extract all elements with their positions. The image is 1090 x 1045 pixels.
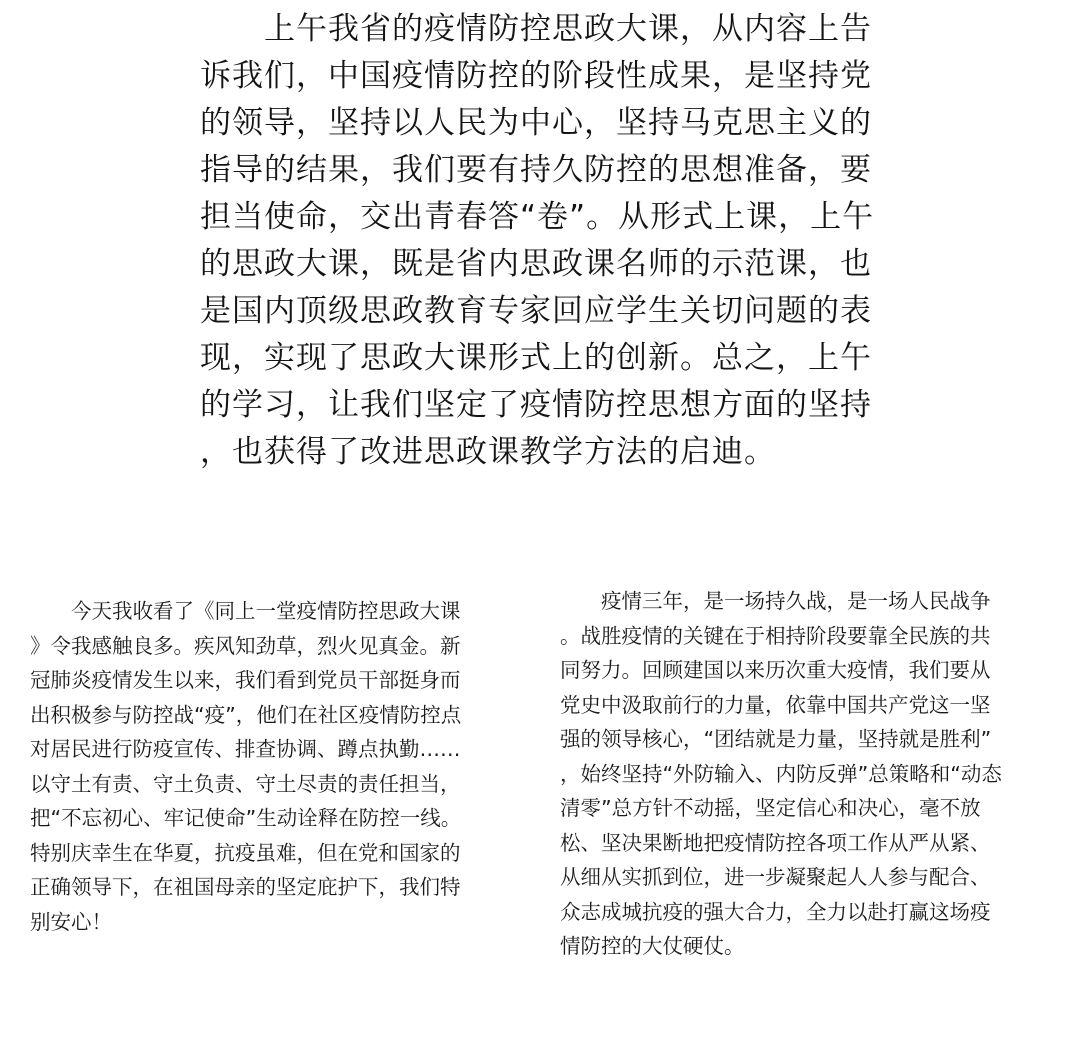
top-paragraph-line: 是国内顶级思政教育专家回应学生关切问题的表 — [200, 293, 872, 329]
left-paragraph-line: 正确领导下，在祖国母亲的坚定庇护下，我们特 — [30, 875, 461, 899]
top-paragraph-line: 的学习，让我们坚定了疫情防控思想方面的坚持 — [200, 387, 872, 423]
top-paragraph-line: ，也获得了改进思政课教学方法的启迪。 — [200, 434, 776, 470]
right-paragraph-line: ，始终坚持“外防输入、内防反弹”总策略和“动态 — [560, 761, 1002, 786]
top-paragraph-line: 的思政大课，既是省内思政课名师的示范课，也 — [200, 246, 872, 282]
left-paragraph-line: 别安心！ — [30, 909, 112, 934]
right-paragraph-line: 清零”总方针不动摇，坚定信心和决心，毫不放 — [560, 796, 981, 820]
top-paragraph-line: 上午我省的疫情防控思政大课，从内容上告 — [200, 11, 872, 47]
top-paragraph-line: 现，实现了思政大课形式上的创新。总之，上午 — [200, 340, 872, 376]
top-paragraph-line: 的领导，坚持以人民为中心，坚持马克思主义的 — [200, 105, 872, 141]
top-paragraph — [200, 6, 890, 476]
right-paragraph-line: 松、坚决果断地把疫情防控各项工作从严从紧、 — [560, 830, 991, 855]
top-paragraph-line: 指导的结果，我们要有持久防控的思想准备，要 — [200, 152, 872, 188]
left-paragraph-line: 》令我感触良多。疾风知劲草，烈火见真金。新 — [30, 633, 461, 658]
right-paragraph-line: 党史中汲取前行的力量，依靠中国共产党这一坚 — [560, 692, 991, 717]
right-paragraph — [560, 584, 1075, 964]
left-paragraph-line: 冠肺炎疫情发生以来，我们看到党员干部挺身而 — [30, 668, 461, 692]
left-paragraph-line: 以守土有责、守土负责、守土尽责的责任担当， — [30, 771, 461, 796]
top-paragraph-line: 诉我们，中国疫情防控的阶段性成果，是坚持党 — [200, 58, 872, 94]
right-paragraph-line: 情防控的大仗硬仗。 — [560, 934, 745, 958]
left-paragraph-line: 今天我收看了《同上一堂疫情防控思政大课 — [30, 599, 461, 623]
left-paragraph-line: 特别庆幸生在华夏，抗疫虽难，但在党和国家的 — [30, 840, 461, 865]
right-paragraph-line: 同努力。回顾建国以来历次重大疫情，我们要从 — [560, 658, 991, 682]
left-paragraph — [30, 594, 550, 939]
right-paragraph-line: 众志成城抗疫的强大合力，全力以赴打赢这场疫 — [560, 899, 991, 924]
right-paragraph-line: 强的领导核心，“团结就是力量，坚持就是胜利” — [560, 727, 992, 751]
right-paragraph-line: 从细从实抓到位，进一步凝聚起人人参与配合、 — [560, 865, 991, 889]
top-paragraph-line: 担当使命，交出青春答“卷”。从形式上课，上午 — [200, 199, 875, 235]
left-paragraph-line: 出积极参与防控战“疫”，他们在社区疫情防控点 — [30, 702, 462, 727]
right-paragraph-line: 疫情三年，是一场持久战，是一场人民战争 — [560, 589, 991, 613]
left-paragraph-line: 把“不忘初心、牢记使命”生动诠释在防控一线。 — [30, 806, 462, 830]
left-paragraph-line: 对居民进行防疫宣传、排查协调、蹲点执勤…… — [30, 737, 461, 761]
right-paragraph-line: 。战胜疫情的关键在于相持阶段要靠全民族的共 — [560, 623, 991, 648]
